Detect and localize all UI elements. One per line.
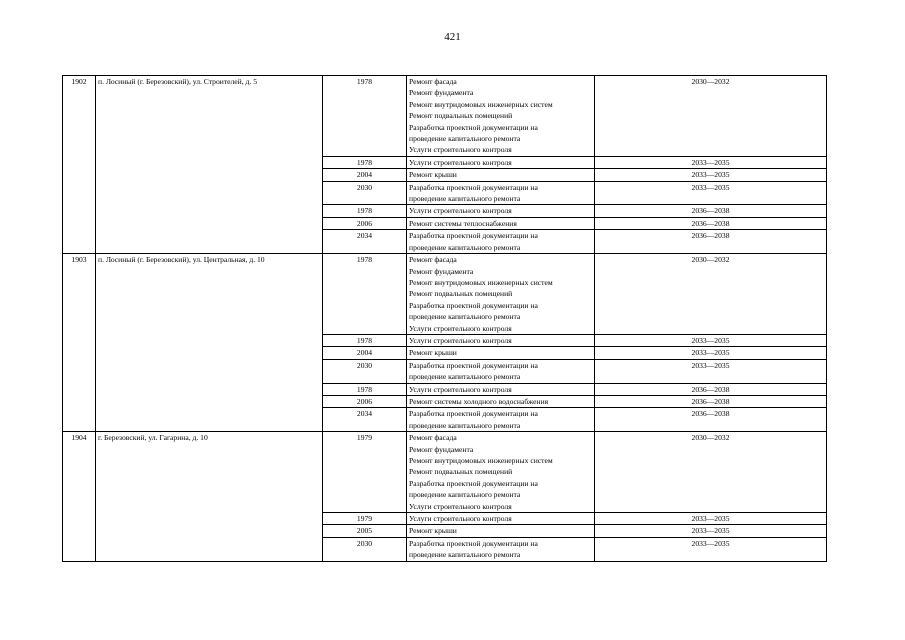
work-item: Ремонт фундамента — [409, 88, 474, 98]
year-cell: 2030 — [323, 181, 407, 205]
year-cell: 2034 — [323, 408, 407, 432]
year-cell: 2004 — [323, 347, 407, 359]
work-item: Услуги строительного контроля — [409, 206, 512, 216]
work-item: Услуги строительного контроля — [409, 335, 512, 345]
work-item: Ремонт внутридомовых инженерных систем — [409, 99, 553, 109]
period-cell: 2030—2032 — [595, 432, 827, 513]
work-item: Ремонт подвальных помещений — [409, 111, 513, 121]
period-cell: 2036—2038 — [595, 395, 827, 407]
works-cell — [407, 76, 595, 157]
year-cell: 2006 — [323, 395, 407, 407]
period-cell: 2033—2035 — [595, 334, 827, 346]
work-item: проведение капитального ремонта — [409, 420, 521, 430]
work-item: Услуги строительного контроля — [409, 514, 512, 524]
period-cell: 2033—2035 — [595, 169, 827, 181]
period-cell: 2036—2038 — [595, 217, 827, 229]
work-item: Разработка проектной документации на — [409, 538, 538, 548]
work-item: Ремонт фасада — [409, 255, 457, 265]
year-cell: 1978 — [323, 334, 407, 346]
work-item: Ремонт фасада — [409, 433, 457, 443]
period-cell: 2033—2035 — [595, 359, 827, 383]
repair-schedule-body — [63, 76, 827, 562]
work-item: Разработка проектной документации на — [409, 231, 538, 241]
work-item: Ремонт фундамента — [409, 444, 474, 454]
year-cell: 1978 — [323, 156, 407, 168]
work-item: Ремонт фундамента — [409, 266, 474, 276]
year-cell: 1979 — [323, 432, 407, 513]
period-cell: 2033—2035 — [595, 347, 827, 359]
work-item: проведение капитального ремонта — [409, 242, 521, 252]
works-cell — [407, 347, 595, 359]
work-item: Услуги строительного контроля — [409, 323, 512, 333]
year-cell: 1978 — [323, 205, 407, 217]
work-item: Ремонт фасада — [409, 77, 457, 86]
year-cell: 2006 — [323, 217, 407, 229]
entry-address: п. Лосиный (г. Березовский), ул. Строителей, д. 5 — [96, 76, 323, 254]
year-cell: 1978 — [323, 254, 407, 335]
table-row — [63, 254, 827, 335]
work-item: Услуги строительного контроля — [409, 145, 512, 155]
works-cell — [407, 181, 595, 205]
work-item: Разработка проектной документации на — [409, 409, 538, 419]
year-cell: 2004 — [323, 169, 407, 181]
period-cell: 2030—2032 — [595, 254, 827, 335]
work-item: Услуги строительного контроля — [409, 384, 512, 394]
works-cell — [407, 383, 595, 395]
year-cell: 1979 — [323, 513, 407, 525]
work-item: Услуги строительного контроля — [409, 501, 512, 511]
work-item: проведение капитального ремонта — [409, 490, 521, 500]
work-item: Услуги строительного контроля — [409, 157, 512, 167]
period-cell: 2033—2035 — [595, 181, 827, 205]
period-cell: 2036—2038 — [595, 230, 827, 254]
entry-number: 1902 — [63, 76, 96, 254]
works-cell — [407, 169, 595, 181]
works-cell — [407, 395, 595, 407]
year-cell: 1978 — [323, 383, 407, 395]
work-item: Разработка проектной документации на — [409, 478, 538, 488]
works-cell — [407, 432, 595, 513]
work-item: проведение капитального ремонта — [409, 134, 521, 144]
works-cell — [407, 513, 595, 525]
entry-address: п. Лосиный (г. Березовский), ул. Центральная, д. 10 — [96, 254, 323, 432]
period-cell: 2033—2035 — [595, 513, 827, 525]
entry-number: 1904 — [63, 432, 96, 561]
work-item: Ремонт внутридомовых инженерных систем — [409, 456, 553, 465]
work-item: Разработка проектной документации на — [409, 122, 538, 132]
works-cell — [407, 408, 595, 432]
work-item: Ремонт подвальных помещений — [409, 289, 513, 299]
work-item: проведение капитального ремонта — [409, 550, 521, 560]
works-cell — [407, 156, 595, 168]
works-cell — [407, 217, 595, 229]
works-cell — [407, 359, 595, 383]
year-cell: 2030 — [323, 537, 407, 561]
table-row — [63, 432, 827, 513]
work-item: Разработка проектной документации на — [409, 182, 538, 192]
work-item: проведение капитального ремонта — [409, 312, 521, 322]
works-cell — [407, 230, 595, 254]
period-cell: 2036—2038 — [595, 383, 827, 395]
work-item: Разработка проектной документации на — [409, 300, 538, 310]
period-cell: 2033—2035 — [595, 537, 827, 561]
entry-address: г. Березовский, ул. Гагарина, д. 10 — [96, 432, 323, 561]
works-cell — [407, 205, 595, 217]
work-item: Ремонт крыши — [409, 170, 457, 180]
work-item: Ремонт крыши — [409, 526, 457, 536]
period-cell: 2036—2038 — [595, 408, 827, 432]
works-cell — [407, 537, 595, 561]
period-cell: 2036—2038 — [595, 205, 827, 217]
year-cell: 2005 — [323, 525, 407, 537]
work-item: Ремонт подвальных помещений — [409, 467, 513, 477]
table-row — [63, 76, 827, 157]
work-item: проведение капитального ремонта — [409, 372, 521, 382]
works-cell — [407, 334, 595, 346]
work-item: Разработка проектной документации на — [409, 360, 538, 370]
year-cell: 2030 — [323, 359, 407, 383]
period-cell: 2033—2035 — [595, 156, 827, 168]
works-cell — [407, 525, 595, 537]
entry-number: 1903 — [63, 254, 96, 432]
work-item: Ремонт системы теплоснабжения — [409, 218, 517, 228]
work-item: Ремонт внутридомовых инженерных систем — [409, 277, 553, 287]
year-cell: 1978 — [323, 76, 407, 157]
period-cell: 2030—2032 — [595, 76, 827, 157]
year-cell: 2034 — [323, 230, 407, 254]
period-cell: 2033—2035 — [595, 525, 827, 537]
works-cell — [407, 254, 595, 335]
work-item: Ремонт крыши — [409, 348, 457, 358]
page-number: 421 — [444, 31, 461, 43]
work-item: проведение капитального ремонта — [409, 194, 521, 204]
work-item: Ремонт системы холодного водоснабжения — [409, 396, 549, 406]
repair-schedule-table — [62, 75, 827, 562]
